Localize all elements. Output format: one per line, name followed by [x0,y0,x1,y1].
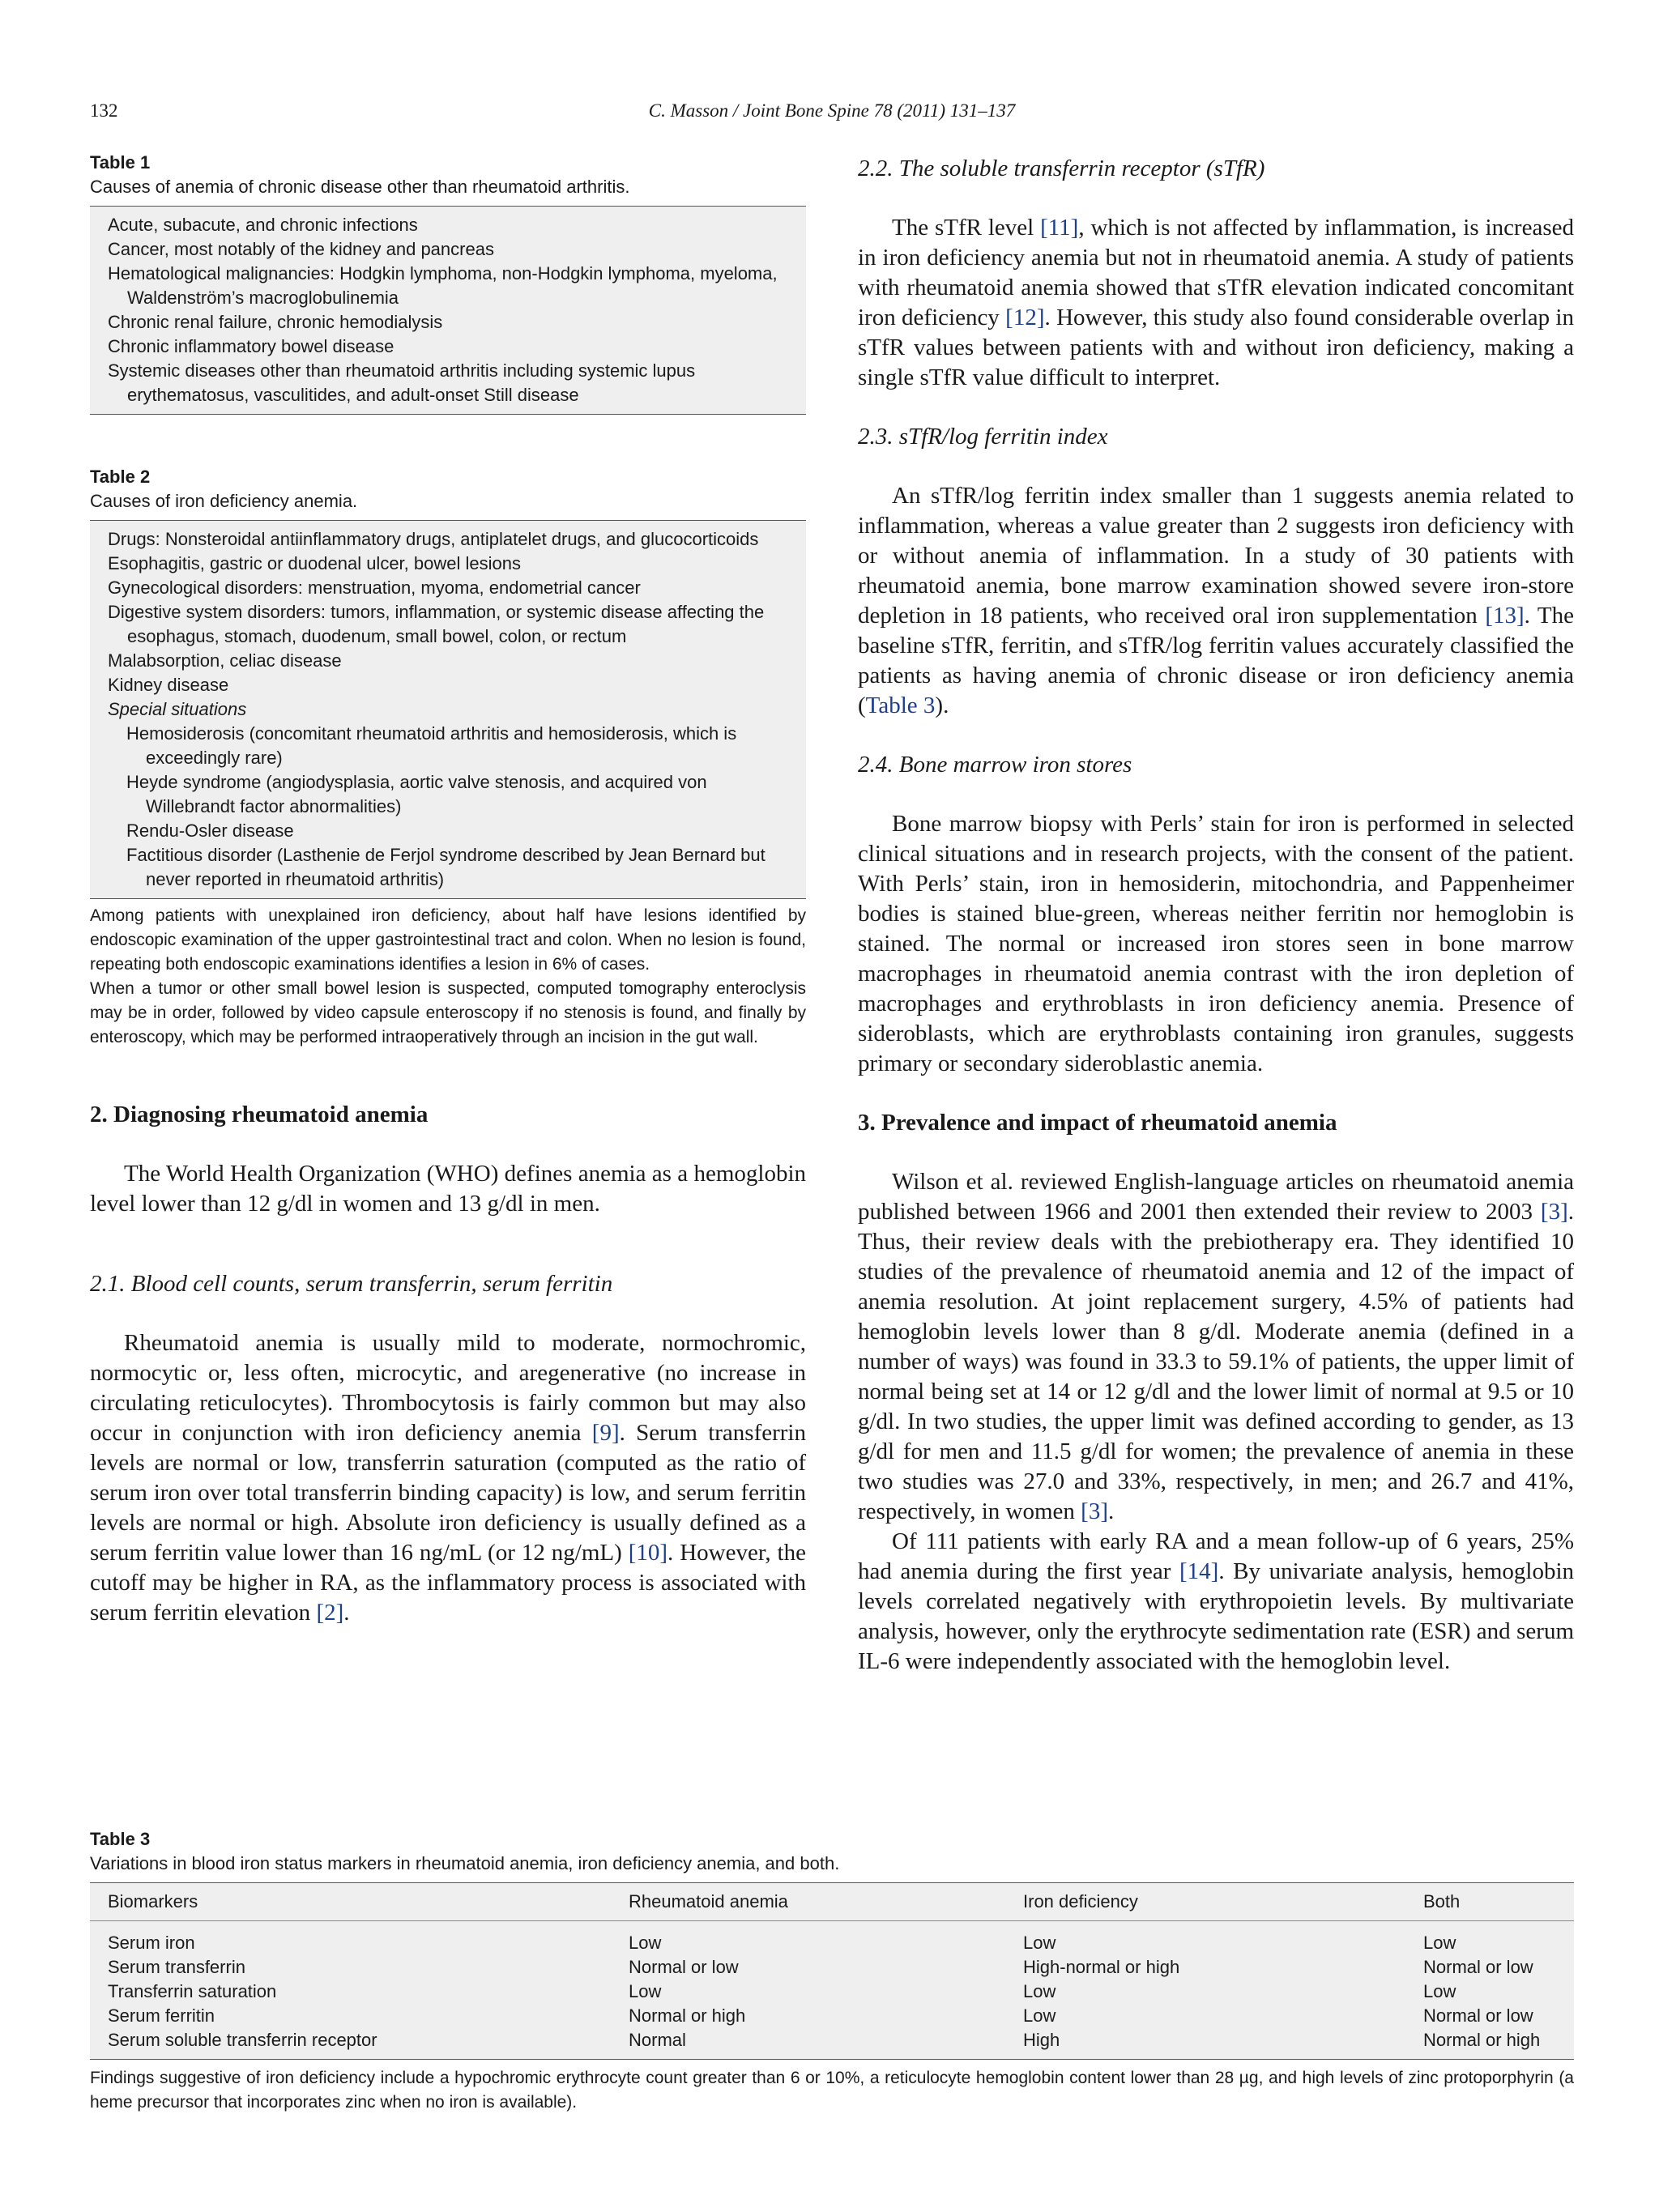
list-item: Malabsorption, celiac disease [108,650,342,671]
text-run: . Serum transferrin levels are normal or low, transferrin saturation (computed as the ratio of serum iron over total transferrin binding capacity) is low, and serum ferritin levels are normal or high. Absolute iron deficiency is usually defined as a serum ferritin value lower than 16 ng/mL (or 12 ng/mL) [90,1420,806,1566]
table-cell: Low [1423,1933,1456,1953]
text-run: The sTfR level [892,215,1041,241]
table-row [90,2028,1574,2060]
table-1-body [90,206,806,415]
table-row [90,1980,1574,2004]
table-cell: Transferrin saturation [108,1981,277,2001]
table-3-footnote: Findings suggestive of iron deficiency include a hypochromic erythrocyte count greater than 6 or 10%, a reticulocyte hemoglobin content lower than 28 µg, and high levels of zinc protoporphyrin (a heme precursor that incorporates zinc when no iron is available). [90,2069,1574,2112]
paragraph [90,1328,806,1628]
table-row [90,1921,1574,1956]
citation-link[interactable]: [10] [628,1540,668,1566]
table-1 [90,151,806,415]
paragraph [858,481,1574,721]
journal-citation: C. Masson / Joint Bone Spine 78 (2011) 131–137 [648,100,1016,121]
page-number: 132 [90,100,118,121]
table-3-link[interactable]: Table 3 [865,693,936,718]
left-column [90,151,806,1628]
table-cell: Normal or low [629,1957,739,1977]
list-item: Gynecological disorders: menstruation, myoma, endometrial cancer [108,578,641,598]
citation-link[interactable]: [14] [1179,1558,1219,1584]
table-3 [90,1827,1574,2115]
citation-link[interactable]: [2] [316,1600,344,1626]
text-run: , which is not affected by inflammation, is increased in iron deficiency anemia but not in rheumatoid anemia. A study of patients with rheumatoid anemia showed that sTfR elevation indicated concomitant iron deficiency [858,215,1574,330]
list-item: Rendu-Osler disease [126,820,294,841]
table-cell: High-normal or high [1023,1957,1180,1977]
table-cell: Normal or low [1423,1957,1533,1977]
list-item: Hematological malignancies: Hodgkin lymphoma, non-Hodgkin lymphoma, myeloma, Waldenström’s macroglobulinemia [108,263,778,308]
special-situations-heading: Special situations [108,699,247,719]
table-3-grid [90,1882,1574,2060]
list-item: Cancer, most notably of the kidney and pancreas [108,239,494,259]
list-item: Chronic inflammatory bowel disease [108,336,394,356]
table-2-body [90,520,806,899]
list-item: Kidney disease [108,675,229,695]
table-cell: Low [1023,2005,1056,2026]
right-column [858,154,1574,1677]
text-run: . The baseline sTfR, ferritin, and sTfR/log ferritin values accurately classified the patients as having anemia of chronic disease or iron deficiency anemia ( [858,603,1574,718]
column-header: Biomarkers [90,1883,611,1921]
section-2-heading: 2. Diagnosing rheumatoid anemia [90,1102,429,1127]
text-run: . However, this study also found considerable overlap in sTfR values between patients with and without iron deficiency, making a single sTfR value difficult to interpret. [858,305,1574,390]
text-run: . However, the cutoff may be higher in RA, as the inflammatory process is associated with serum ferritin elevation [90,1540,806,1626]
text-run: Of 111 patients with early RA and a mean follow-up of 6 years, 25% had anemia during the first year [858,1528,1574,1584]
text-run: Rheumatoid anemia is usually mild to moderate, normochromic, normocytic or, less often, microcytic, and aregenerative (no increase in circulating reticulocytes). Thrombocytosis is fairly common but may also occur in conjunction with iron deficiency anemia [90,1330,806,1446]
list-item: Digestive system disorders: tumors, inflammation, or systemic disease affecting the esophagus, stomach, duodenum, small bowel, colon, or rectum [108,602,765,646]
subsection-2-3-heading: 2.3. sTfR/log ferritin index [858,424,1108,450]
table-2 [90,465,806,1050]
table-cell: Normal or high [629,2005,746,2026]
list-item: Drugs: Nonsteroidal antiinflammatory drugs, antiplatelet drugs, and glucocorticoids [108,529,759,549]
table-cell: Low [1423,1981,1456,2001]
table-2-footnote-2: When a tumor or other small bowel lesion is suspected, computed tomography enteroclysis may be in order, followed by video capsule enteroscopy if no stenosis is found, and finally by enteroscopy, which may be performed intraoperatively through an incision in the gut wall. [90,979,806,1046]
paragraph [858,1167,1574,1527]
list-item: Factitious disorder (Lasthenie de Ferjol syndrome described by Jean Bernard but never reported in rheumatoid arthritis) [126,845,766,889]
citation-link[interactable]: [9] [591,1420,620,1446]
table-cell: Serum ferritin [108,2005,215,2026]
paragraph [858,1527,1574,1677]
paragraph: Bone marrow biopsy with Perls’ stain for iron is performed in selected clinical situations and in research projects, with the consent of the patient. With Perls’ stain, iron in hemosiderin, mitochondria, and Pappenheimer bodies is stained blue-green, whereas neither ferritin nor hemoglobin is stained. The normal or increased iron stores seen in bone marrow macrophages in rheumatoid anemia contrast with the iron depletion of macrophages and erythroblasts in iron deficiency anemia. Presence of sideroblasts, which are erythroblasts containing iron granules, suggests primary or secondary sideroblastic anemia. [858,811,1574,1076]
subsection-2-1-heading: 2.1. Blood cell counts, serum transferrin, serum ferritin [90,1271,613,1297]
paragraph [858,213,1574,393]
list-item: Heyde syndrome (angiodysplasia, aortic valve stenosis, and acquired von Willebrandt factor abnormalities) [126,772,707,816]
citation-link[interactable]: [11] [1040,215,1079,241]
text-run: Wilson et al. reviewed English-language articles on rheumatoid anemia published between 1966 and 2001 then extended their review to 2003 [858,1169,1574,1225]
table-row [90,2004,1574,2028]
table-cell: Low [1023,1981,1056,2001]
table-cell: Serum soluble transferrin receptor [90,2028,611,2060]
table-2-label: Table 2 [90,467,151,487]
list-item: Acute, subacute, and chronic infections [108,215,418,235]
text-run: An sTfR/log ferritin index smaller than 1 suggests anemia related to inflammation, whereas a value greater than 2 suggests iron deficiency with or without anemia of inflammation. In a study of 30 patients with rheumatoid anemia, bone marrow examination showed severe iron-store depletion in 18 patients, who received oral iron supplementation [858,483,1574,629]
table-cell: Normal or high [1405,2028,1574,2060]
list-item: Esophagitis, gastric or duodenal ulcer, bowel lesions [108,553,521,573]
citation-link[interactable]: [3] [1540,1199,1568,1225]
table-cell: Serum transferrin [108,1957,245,1977]
section-3-heading: 3. Prevalence and impact of rheumatoid anemia [858,1110,1337,1136]
table-1-label: Table 1 [90,152,151,173]
column-header: Rheumatoid anemia [611,1883,1005,1921]
table-2-caption: Causes of iron deficiency anemia. [90,491,358,511]
column-header: Iron deficiency [1005,1883,1405,1921]
citation-link[interactable]: [3] [1081,1498,1108,1524]
citation-link[interactable]: [12] [1005,305,1045,330]
text-run: . [343,1600,350,1626]
section-2 [90,1100,806,1628]
text-run: . Thus, their review deals with the prebiotherapy era. They identified 10 studies of the prevalence of rheumatoid anemia and 12 of the impact of anemia resolution. At joint replacement surgery, 4.5% of patients had hemoglobin levels lower than 8 g/dl. Moderate anemia (defined in a number of ways) was found in 33.3 to 59.1% of patients, the upper limit of normal being set at 14 or 12 g/dl and the lower limit of normal at 9.5 or 10 g/dl. In two studies, the upper limit was defined according to gender, as 13 g/dl for men and 11.5 g/dl for women; the prevalence of anemia in these two studies was 27.0 and 33%, respectively, in men; and 26.7 and 41%, respectively, in women [858,1199,1574,1524]
table-header-row [90,1883,1574,1921]
table-3-label: Table 3 [90,1829,151,1849]
table-cell: Serum iron [108,1933,195,1953]
list-item: Hemosiderosis (concomitant rheumatoid arthritis and hemosiderosis, which is exceedingly rare) [126,723,737,768]
table-cell: Low [629,1933,662,1953]
subsection-2-4-heading: 2.4. Bone marrow iron stores [858,752,1132,778]
column-header: Both [1405,1883,1574,1921]
table-cell: Low [629,1981,662,2001]
list-item: Systemic diseases other than rheumatoid arthritis including systemic lupus erythematosus, vasculitides, and adult-onset Still disease [108,360,696,405]
text-run: . [1107,1498,1115,1524]
text-run: ). [935,693,949,718]
table-row [90,1955,1574,1980]
table-cell: Normal or low [1423,2005,1533,2026]
table-cell: Low [1023,1933,1056,1953]
table-cell: High [1005,2028,1405,2060]
table-cell: Normal [611,2028,1005,2060]
paragraph: The World Health Organization (WHO) defines anemia as a hemoglobin level lower than 12 g/dl in women and 13 g/dl in men. [90,1161,806,1217]
table-2-footnote-1: Among patients with unexplained iron deficiency, about half have lesions identified by endoscopic examination of the upper gastrointestinal tract and colon. When no lesion is found, repeating both endoscopic examinations identifies a lesion in 6% of cases. [90,906,806,974]
table-3-caption: Variations in blood iron status markers in rheumatoid anemia, iron deficiency anemia, and both. [90,1853,840,1873]
citation-link[interactable]: [13] [1485,603,1525,629]
subsection-2-2-heading: 2.2. The soluble transferrin receptor (sTfR) [858,156,1265,181]
text-run: . By univariate analysis, hemoglobin levels correlated negatively with erythropoietin levels. By multivariate analysis, however, only the erythrocyte sedimentation rate (ESR) and serum IL-6 were independently associated with the hemoglobin level. [858,1558,1575,1674]
table-1-caption: Causes of anemia of chronic disease other than rheumatoid arthritis. [90,177,630,197]
list-item: Chronic renal failure, chronic hemodialysis [108,312,443,332]
